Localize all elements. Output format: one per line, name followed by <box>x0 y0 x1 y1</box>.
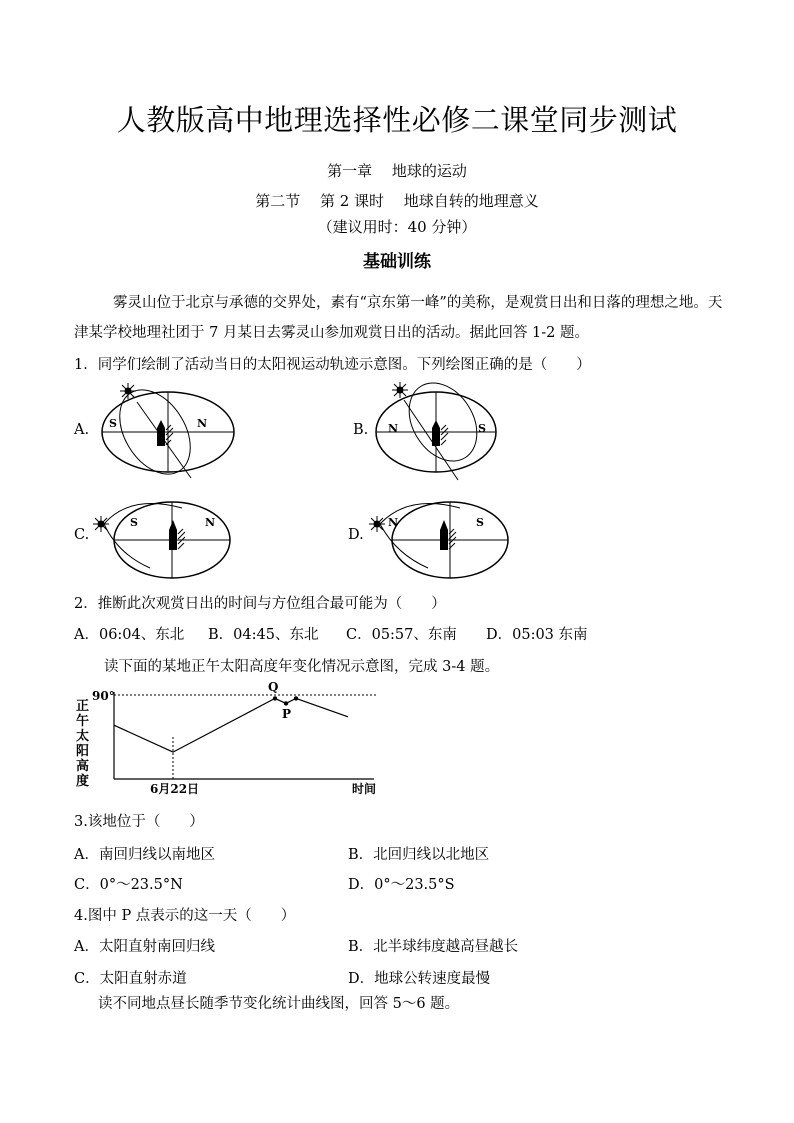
question-3-stem: 3.该地位于（ ） <box>74 814 204 830</box>
q4-option-a: A．太阳直射南回归线 <box>74 939 215 955</box>
y-axis-label <box>76 699 89 789</box>
sun-icon <box>392 382 408 398</box>
dir-s: S <box>109 417 117 430</box>
q3-option-a: A．南回归线以南地区 <box>74 847 215 863</box>
y-axis-label-char: 正 <box>76 699 90 714</box>
y-axis-label-char: 阳 <box>76 744 90 759</box>
section-heading: 基础训练 <box>363 252 431 272</box>
y-axis-label-char: 太 <box>76 729 90 744</box>
time-note: （建议用时：40 分钟） <box>317 218 477 236</box>
sun-icon <box>369 516 385 532</box>
intro-line-2: 津某学校地理社团于 7 月某日去雾灵山参加观赏日出的活动。据此回答 1-2 题。 <box>74 325 590 341</box>
dir-s: S <box>130 516 138 529</box>
dir-n: N <box>388 422 399 435</box>
question-1-stem: 1．同学们绘制了活动当日的太阳视运动轨迹示意图。下列绘图正确的是（ ） <box>74 357 591 373</box>
sun-icon <box>120 383 136 399</box>
diagram-c <box>90 500 240 585</box>
series-point <box>284 701 288 705</box>
q4-option-d: D．地球公转速度最慢 <box>348 971 491 987</box>
question-2-stem: 2．推断此次观赏日出的时间与方位组合最可能为（ ） <box>74 596 446 612</box>
option-c-label: C. <box>74 527 90 543</box>
q3-option-b: B．北回归线以北地区 <box>348 847 490 863</box>
person-icon <box>432 420 448 446</box>
diagram-b <box>370 380 520 485</box>
dir-s: S <box>478 422 486 435</box>
dir-n: N <box>205 516 216 529</box>
q2-option-c: C．05:57、东南 <box>346 627 457 643</box>
person-icon <box>169 520 185 550</box>
point-label-p: P <box>282 707 292 721</box>
option-a-label: A. <box>74 422 90 438</box>
diagram-d <box>368 500 518 585</box>
person-icon <box>440 520 456 550</box>
point-label-q: Q <box>268 680 279 694</box>
q2-option-a: A．06:04、东北 <box>74 627 185 643</box>
q3-option-c: C．0°～23.5°N <box>74 877 183 893</box>
option-b-label: B. <box>353 422 369 438</box>
question-4-stem: 4.图中 P 点表示的这一天（ ） <box>74 908 296 924</box>
chapter-line: 第一章 地球的运动 <box>327 162 467 180</box>
lead-3-4: 读下面的某地正午太阳高度年变化情况示意图，完成 3-4 题。 <box>104 659 500 675</box>
dir-n: N <box>197 417 208 430</box>
dir-s: S <box>476 516 484 529</box>
page-title: 人教版高中地理选择性必修二课堂同步测试 <box>116 103 678 137</box>
series-point <box>273 696 277 700</box>
q2-option-b: B．04:45、东北 <box>208 627 319 643</box>
x-tick-june22: 6月22日 <box>150 782 200 796</box>
y-axis-label-char: 午 <box>76 714 90 729</box>
lead-5-6: 读不同地点昼长随季节变化统计曲线图，回答 5～6 题。 <box>98 996 460 1012</box>
q3-option-d: D．0°～23.5°S <box>348 877 455 893</box>
option-d-label: D. <box>348 527 364 543</box>
diagram-a <box>95 380 245 485</box>
y-axis-label-char: 高 <box>76 759 90 774</box>
q2-option-d: D．05:03 东南 <box>486 627 588 643</box>
y-tick-90: 90° <box>92 689 115 703</box>
x-axis-label: 时间 <box>352 782 377 796</box>
series-point <box>294 696 298 700</box>
series-line <box>114 698 348 752</box>
intro-line-1: 雾灵山位于北京与承德的交界处，素有“京东第一峰”的美称，是观赏日出和日落的理想之地。天 <box>113 295 723 311</box>
section-line: 第二节 第 2 课时 地球自转的地理意义 <box>255 192 539 210</box>
sun-icon <box>93 516 109 532</box>
q4-option-b: B．北半球纬度越高昼越长 <box>348 939 519 955</box>
y-axis-label-char: 度 <box>76 774 90 789</box>
q4-option-c: C．太阳直射赤道 <box>74 971 187 987</box>
noon-sun-height-chart <box>70 676 390 801</box>
person-icon <box>157 420 173 446</box>
dir-n: N <box>388 516 399 529</box>
